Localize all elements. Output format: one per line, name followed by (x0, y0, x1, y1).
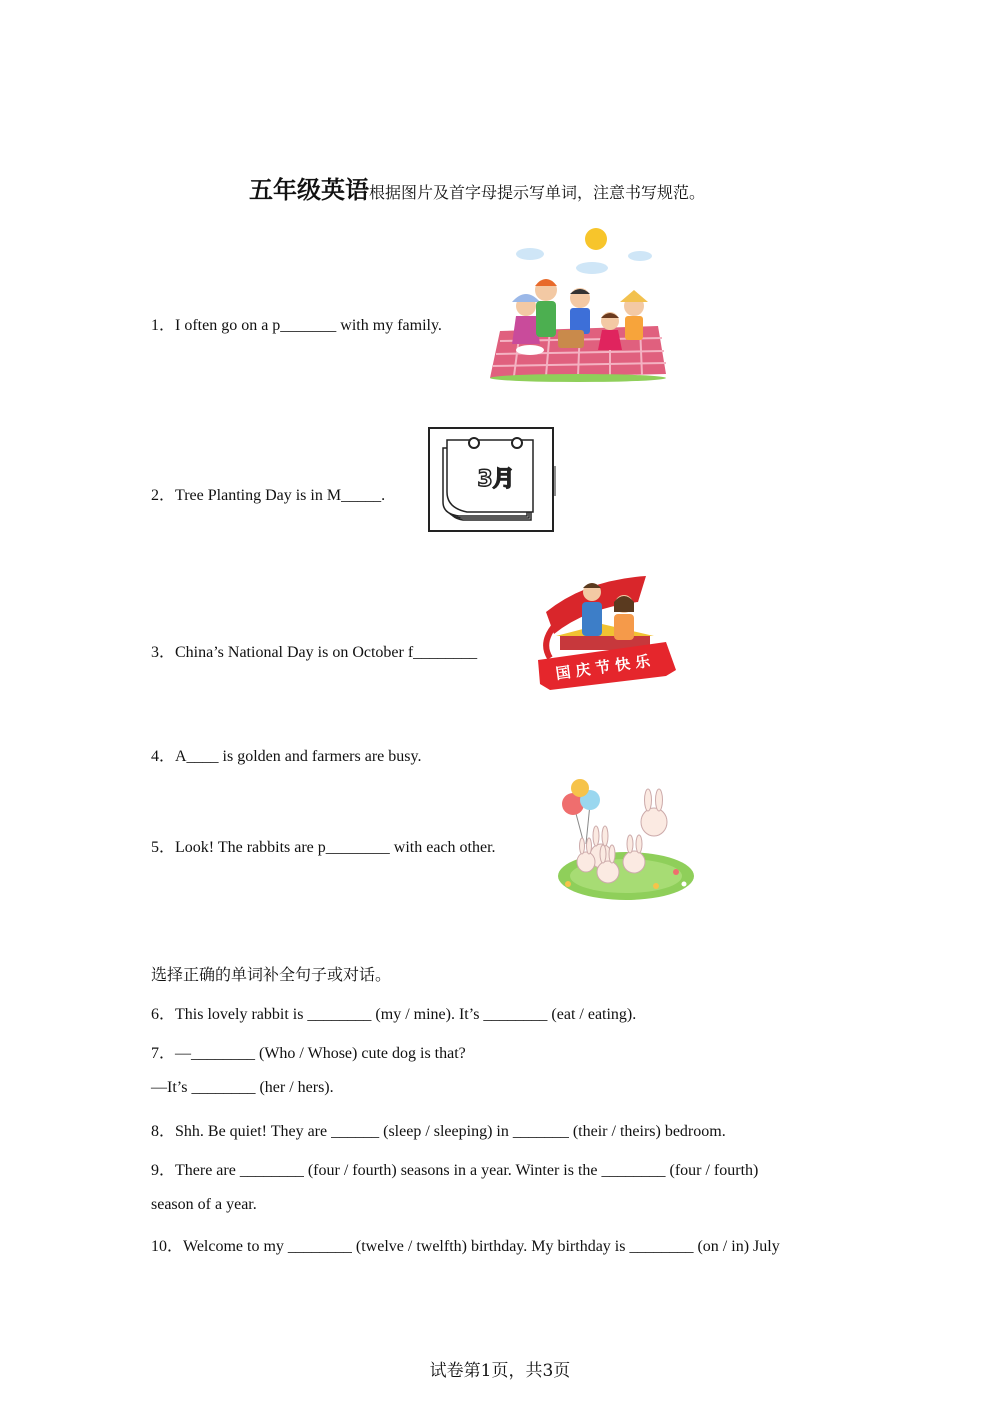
question-6: 6．This lovely rabbit is ________ (my / mine). It’s ________ (eat / eating). (151, 1006, 637, 1023)
question-2: 2．Tree Planting Day is in M_____. (151, 487, 386, 504)
banner-label: 国庆节快乐 (554, 651, 657, 683)
question-5: 5．Look! The rabbits are p________ with each other. (151, 839, 496, 856)
question-4: 4．A____ is golden and farmers are busy. (151, 748, 422, 765)
section-heading: 选择正确的单词补全句子或对话。 (151, 965, 392, 984)
national-day-illustration (526, 572, 678, 694)
question-3: 3．China’s National Day is on October f________ (151, 644, 478, 661)
page-number: 试卷第1页，共3页 (429, 1361, 571, 1381)
question-9: 9．There are ________ (four / fourth) seasons in a year. Winter is the ________ (four / fourth) (151, 1162, 759, 1179)
page-title (249, 170, 705, 205)
question-8: 8．Shh. Be quiet! They are ______ (sleep / sleeping) in _______ (their / theirs) bedroom. (151, 1123, 726, 1140)
rabbits-illustration (556, 776, 696, 902)
question-7-reply: —It’s ________ (her / hers). (151, 1079, 334, 1096)
question-10: 10．Welcome to my ________ (twelve / twelfth) birthday. My birthday is ________ (on / in) July (151, 1238, 780, 1255)
picnic-illustration (490, 226, 668, 382)
question-7: 7．—________ (Who / Whose) cute dog is that? (151, 1045, 466, 1062)
question-9-continued: season of a year. (151, 1196, 257, 1213)
title-instruction: 根据图片及首字母提示写单词，注意书写规范。 (369, 183, 706, 202)
calendar-label: 3月 (477, 467, 515, 492)
title-main: 五年级英语 (249, 176, 369, 204)
calendar-march-illustration (427, 426, 557, 534)
question-1: 1．I often go on a p_______ with my family. (151, 317, 442, 334)
